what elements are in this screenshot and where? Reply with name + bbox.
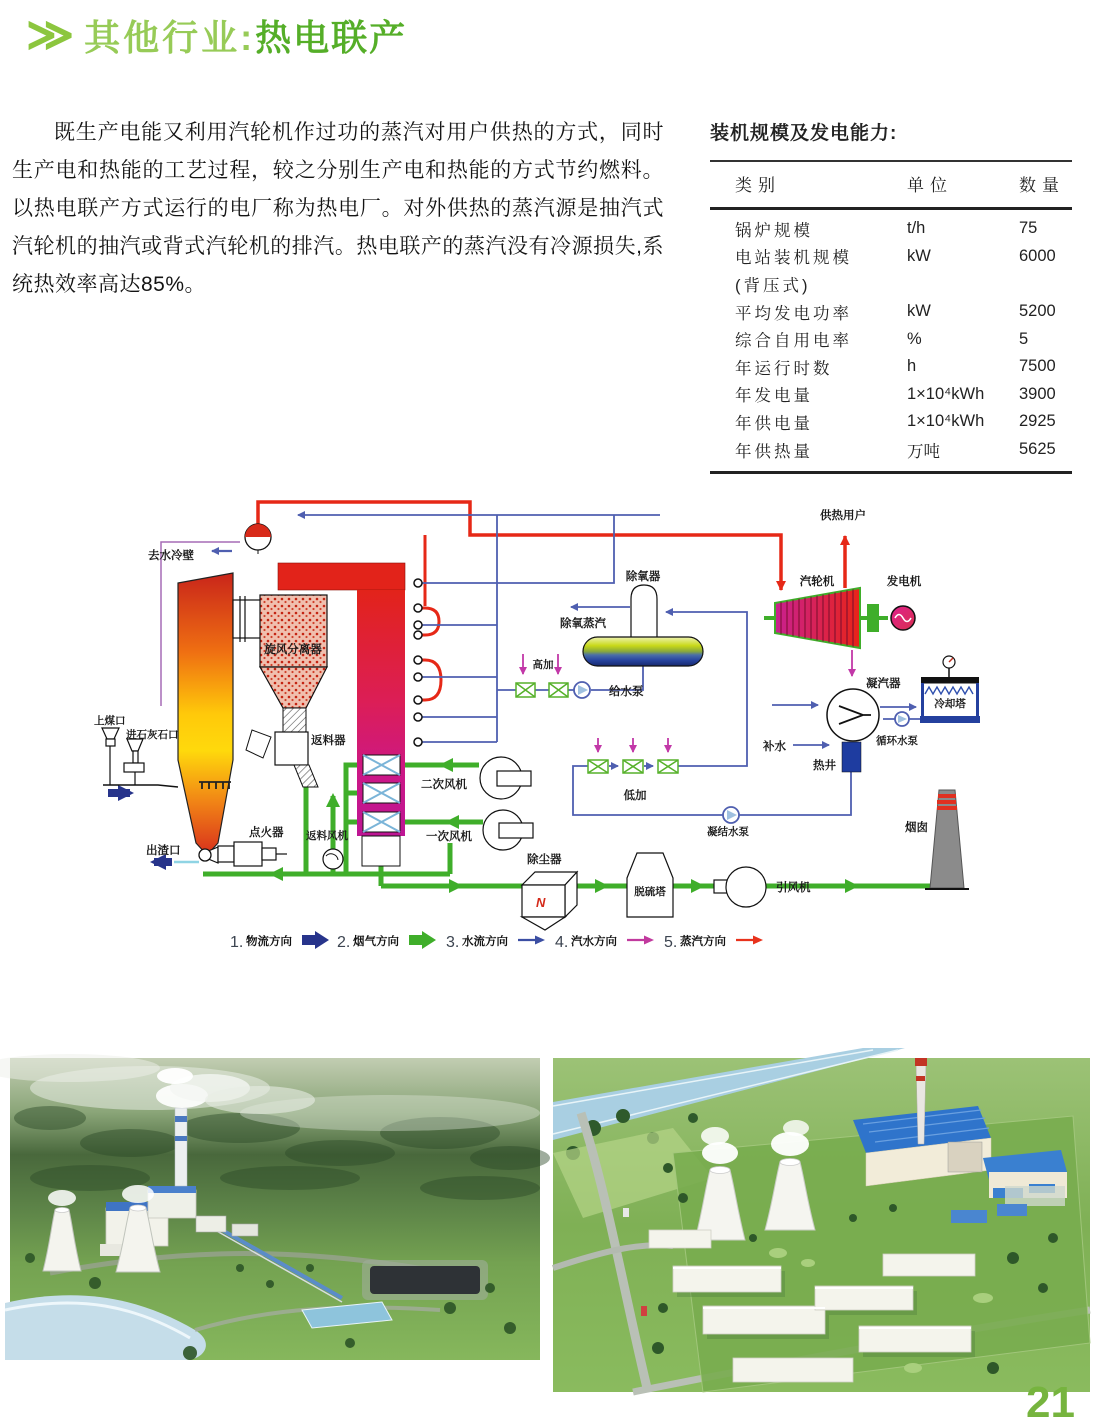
cell-category: 平均发电功率 [735,304,852,323]
label-deaeration-steam: 除氧蒸汽 [560,618,606,630]
capacity-table [710,160,1072,474]
cell-category: 年发电量 [735,387,813,406]
label-desulf-tower: 脱硫塔 [634,886,666,898]
label-primary-fan: 一次风机 [426,831,472,843]
label-secondary-fan: 二次风机 [421,779,467,791]
chevron-icon: ≫ [26,8,75,60]
cell-qty: 75 [1019,219,1038,238]
hot-well-box [842,742,861,772]
cell-category: 年供电量 [735,414,813,433]
svg-text:N: N [536,895,546,910]
legend-label: 烟气方向 [353,936,399,948]
legend-num: 1. [230,934,244,951]
photo-right-plant [553,1058,1090,1392]
turbine-unit [764,586,888,650]
cell-category: 综合自用电率 [735,332,852,351]
primary-fan-symbol [483,810,533,850]
label-feed-pump: 给水泵 [609,686,644,698]
table-row [710,270,1072,298]
air-heaters [363,755,400,832]
cell-qty: 5625 [1019,440,1056,459]
slag-outlet-port [199,849,211,861]
col-header-unit: 单位 [907,176,953,195]
cell-qty: 5 [1019,329,1029,348]
label-return-fan: 返料风机 [306,830,348,842]
legend-label: 水流方向 [462,936,508,948]
page-header [26,10,407,61]
label-condensate-pump: 凝结水泵 [707,826,749,838]
legend-num: 3. [446,934,460,951]
table-row [710,298,1072,326]
legend-arrow-steamwater [627,936,654,945]
cell-qty: 7500 [1019,357,1056,376]
cell-qty: 6000 [1019,246,1056,265]
cell-qty: 2925 [1019,412,1056,431]
condenser-symbol [827,689,879,741]
process-flow-diagram [0,478,1098,978]
label-cooling-tower: 冷却塔 [934,698,966,710]
label-limestone-inlet: 进石灰石口 [126,729,179,741]
circulating-pump-symbol [895,712,909,726]
cell-category: 锅炉规模 [735,221,813,240]
table-row [710,436,1072,464]
diagram-legend [230,931,763,951]
chimney-stack [925,790,969,889]
legend-num: 4. [555,934,569,951]
secondary-fan-symbol [480,757,531,799]
legend-arrow-material [302,931,329,949]
label-slag-outlet: 出渣口 [146,845,181,857]
legend-num: 5. [664,934,678,951]
desulfurization-tower-shape [627,853,673,917]
label-heat-users: 供热用户 [820,510,866,522]
cell-unit: kW [907,302,931,321]
label-igniter: 点火器 [249,827,284,839]
cooling-tower-unit [920,656,980,723]
label-return-feeder: 返料器 [311,735,346,747]
photo-left-plant [10,1058,540,1360]
return-fan-symbol [323,849,343,869]
label-turbine: 汽轮机 [799,576,835,588]
cell-unit: t/h [907,219,926,238]
table-row [710,381,1072,409]
legend-label: 物流方向 [246,936,292,948]
legend-arrow-fluegas [409,931,436,949]
capacity-table-header [710,162,1072,210]
cell-category: 电站装机规模 [735,249,852,268]
label-id-fan: 引风机 [776,882,811,894]
cell-unit: 万吨 [907,442,940,461]
cell-qty: 3900 [1019,384,1056,403]
col-header-category: 类别 [735,176,781,195]
cell-unit: kW [907,246,931,265]
page-number: 21 [1026,1378,1075,1427]
page-title-prefix: 其他行业: [84,17,256,58]
intro-paragraph: 既生产电能又利用汽轮机作过功的蒸汽对用户供热的方式，同时生产电和热能的工艺过程，较之分别生产电和热能的方式节约燃料。以热电联产方式运行的电厂称为热电厂。对外供热的蒸汽源是抽汽式汽轮机的抽汽或背式汽轮机的排汽。热电联产的蒸汽没有冷源损失,系统热效率高达85%。 [12,121,664,296]
igniter-assembly [206,842,287,866]
lp-heater-valves [588,760,678,773]
label-dust-collector: 除尘器 [527,854,562,866]
col-header-qty: 数量 [1019,176,1065,195]
cell-category: (背压式) [735,276,811,295]
label-condenser: 凝汽器 [866,678,901,690]
boiler-furnace [178,573,233,855]
superheater-headers [414,579,422,746]
label-lp-heater: 低加 [623,790,647,802]
label-deaerator: 除氧器 [625,571,661,583]
legend-num: 2. [337,934,351,951]
label-hp-heater: 高加 [532,659,554,671]
label-cyclone: 旋风分离器 [264,644,322,656]
cell-qty: 5200 [1019,302,1056,321]
label-coal-inlet: 上煤口 [94,715,126,727]
label-circ-pump: 循环水泵 [876,735,918,747]
return-feeder [246,730,318,787]
table-row [710,215,1072,243]
cyclone-separator [260,595,327,732]
capacity-section [710,118,1072,474]
crossover-duct [233,596,261,642]
feedwater-pump-symbol [574,682,590,698]
condensate-pump-symbol [723,807,739,823]
label-to-water-wall: 去水冷壁 [148,550,194,562]
legend-label: 汽水方向 [571,936,617,948]
cell-unit: 1×10⁴kWh [907,412,985,431]
label-generator: 发电机 [886,576,922,588]
cell-unit: 1×10⁴kWh [907,384,985,403]
table-row [710,243,1072,271]
coal-feed-hopper [102,728,119,785]
capacity-table-title: 装机规模及发电能力: [710,123,898,144]
cell-category: 年供热量 [735,442,813,461]
id-fan-symbol [714,867,766,907]
dust-collector-box [522,872,577,930]
table-row [710,408,1072,436]
page-title-main: 热电联产 [255,17,408,58]
capacity-table-body [710,210,1072,463]
generator-symbol [891,606,915,630]
cell-unit: h [907,357,917,376]
legend-arrow-steam [736,936,763,945]
label-makeup-water: 补水 [763,741,786,753]
cell-unit: % [907,329,922,348]
legend-label: 蒸汽方向 [680,936,726,948]
label-chimney: 烟囱 [905,822,928,834]
steam-drum [245,524,271,554]
cell-category: 年运行时数 [735,359,833,378]
legend-arrow-water [518,936,545,945]
table-row [710,353,1072,381]
label-hot-well: 热井 [813,760,836,772]
table-row [710,325,1072,353]
